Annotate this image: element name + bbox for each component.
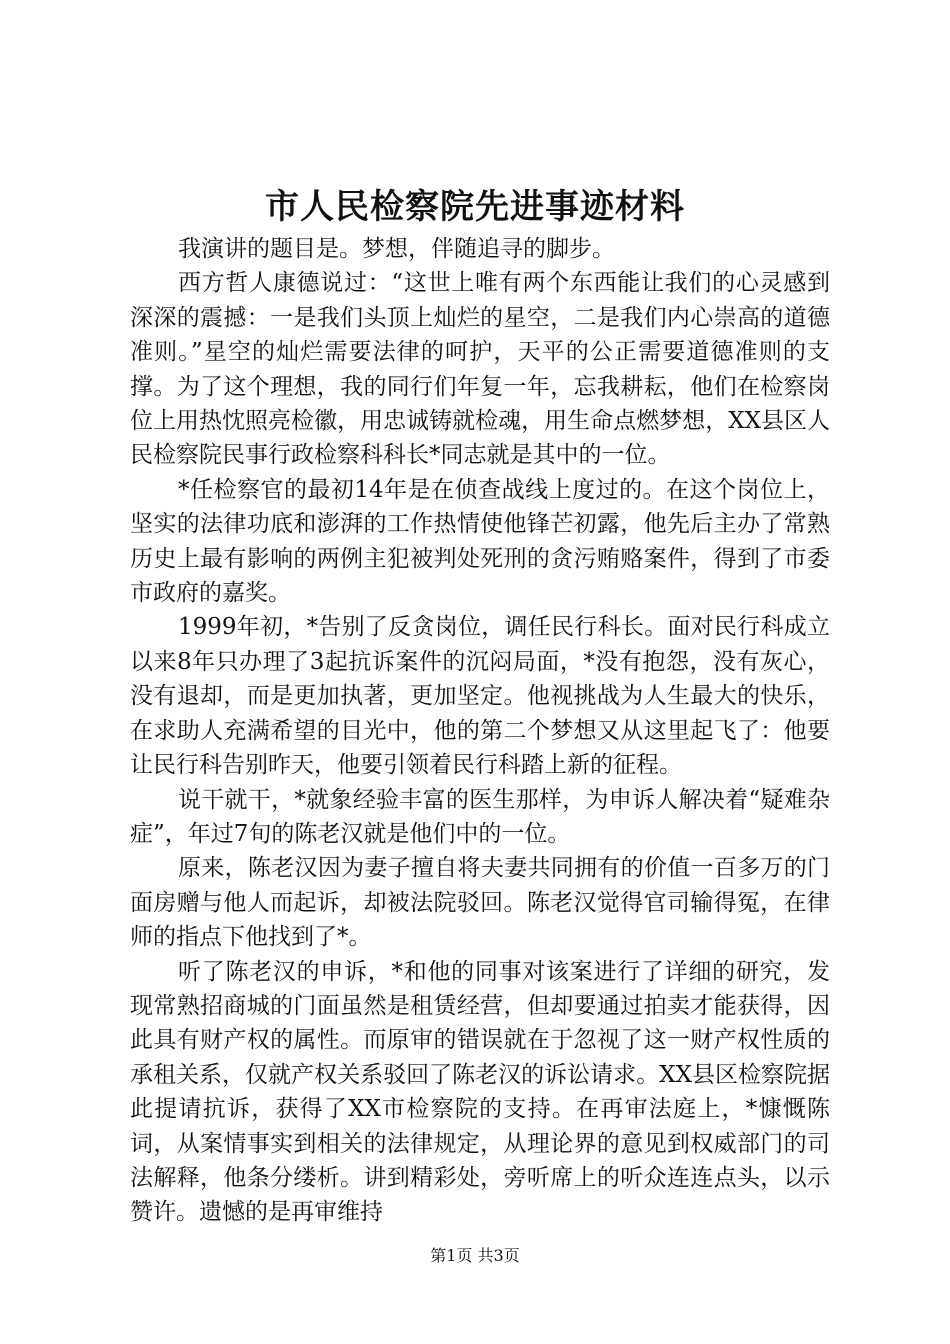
paragraph-7: 听了陈老汉的申诉，*和他的同事对该案进行了详细的研究，发现常熟招商城的门面虽然是租赁经营，但却要通过拍卖才能获得，因此具有财产权的属性。而原审的错误就在于忽视了这一财产权性质的承租关系，仅就产权关系驳回了陈老汉的诉讼请求。XX县区检察院据此提请抗诉，获得了XX市检察院的支持。在再审法庭上，*慷慨陈词，从案情事实到相关的法律规定，从理论界的意见到权威部门的司法解释，他条分缕析。讲到精彩处，旁听席上的听众连连点头，以示赞许。遗憾的是再审维持	[130, 958, 830, 1226]
paragraph-6: 原来，陈老汉因为妻子擅自将夫妻共同拥有的价值一百多万的门面房赠与他人而起诉，却被法院驳回。陈老汉觉得官司输得冤，在律师的指点下他找到了*。	[130, 855, 830, 951]
document-body	[130, 232, 830, 1230]
paragraph-2: 西方哲人康德说过：“这世上唯有两个东西能让我们的心灵感到深深的震撼：一是我们头顶上灿烂的星空，二是我们内心崇高的道德准则。”星空的灿烂需要法律的呵护，天平的公正需要道德准则的支撑。为了这个理想，我的同行们年复一年，忘我耕耘，他们在检察岗位上用热忱照亮检徽，用忠诚铸就检魂，用生命点燃梦想，XX县区人民检察院民事行政检察科科长*同志就是其中的一位。	[130, 270, 830, 469]
paragraph-1: 我演讲的题目是。梦想，伴随追寻的脚步。	[178, 236, 615, 262]
paragraph-4: 1999年初，*告别了反贪岗位，调任民行科长。面对民行科成立以来8年只办理了3起抗诉案件的沉闷局面，*没有抱怨，没有灰心，没有退却，而是更加执著，更加坚定。他视挑战为人生最大的快乐，在求助人充满希望的目光中，他的第二个梦想又从这里起飞了：他要让民行科告别昨天，他要引领着民行科踏上新的征程。	[130, 614, 830, 779]
document-title: 市人民检察院先进事迹材料	[265, 187, 685, 227]
paragraph-5: 说干就干，*就象经验丰富的医生那样，为申诉人解决着“疑难杂症”，年过7旬的陈老汉就是他们中的一位。	[130, 786, 830, 847]
page-footer: 第1页 共3页	[430, 1246, 520, 1265]
paragraph-3: *任检察官的最初14年是在侦查战线上度过的。在这个岗位上，坚实的法律功底和澎湃的工作热情使他锋芒初露，他先后主办了常熟历史上最有影响的两例主犯被判处死刑的贪污贿赂案件，得到了市委市政府的嘉奖。	[130, 476, 830, 607]
